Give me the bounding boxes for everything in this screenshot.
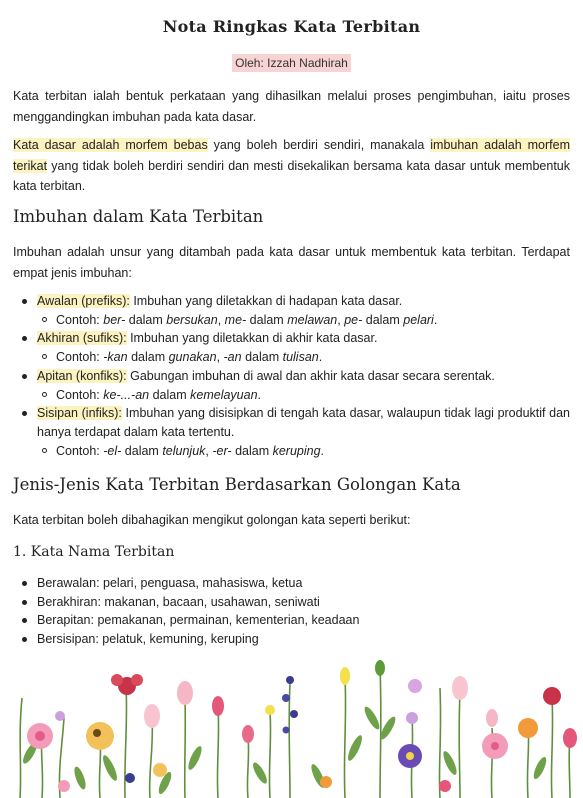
jenis-paragraph: Kata terbitan boleh dibahagikan mengikut golongan kata seperti berikut: — [13, 513, 411, 527]
flower-border-illustration — [0, 658, 583, 798]
list-item: Berawalan: pelari, penguasa, mahasiswa, ketua — [13, 574, 570, 593]
example-item: Contoh: -el- dalam telunjuk, -er- dalam keruping. — [13, 442, 570, 461]
list-item: Awalan (prefiks): Imbuhan yang diletakkan di hadapan kata dasar. — [13, 292, 570, 311]
term-apitan: Apitan (konfiks): — [37, 368, 127, 383]
list-item: Bersisipan: pelatuk, kemuning, keruping — [13, 630, 570, 649]
list-item: Akhiran (sufiks): Imbuhan yang diletakkan di akhir kata dasar. — [13, 329, 570, 348]
example-item: Contoh: -kan dalam gunakan, -an dalam tulisan. — [13, 348, 570, 367]
intro-paragraph-1: Kata terbitan ialah bentuk perkataan yang dihasilkan melalui proses pengimbuhan, iaitu proses menggandingkan imbuhan pada kata dasar. — [13, 89, 570, 124]
section-heading-jenis: Jenis-Jenis Kata Terbitan Berdasarkan Golongan Kata — [13, 475, 461, 494]
list-item: Sisipan (infiks): Imbuhan yang disisipkan di tengah kata dasar, walaupun tidak lagi produktif dan hanya terdapat dalam kata tertentu. — [13, 404, 570, 441]
section-heading-imbuhan: Imbuhan dalam Kata Terbitan — [13, 207, 264, 226]
kata-nama-list — [13, 574, 570, 649]
highlight-free-morpheme: Kata dasar adalah morfem bebas — [13, 138, 208, 152]
term-sisipan: Sisipan (infiks): — [37, 406, 122, 421]
author-badge: Oleh: Izzah Nadhirah — [232, 54, 351, 72]
page-title: Nota Ringkas Kata Terbitan — [162, 17, 421, 36]
subsection-heading-kata-nama: 1. Kata Nama Terbitan — [13, 544, 175, 560]
example-item: Contoh: ber- dalam bersukan, me- dalam melawan, pe- dalam pelari. — [13, 311, 570, 330]
list-item: Apitan (konfiks): Gabungan imbuhan di awal dan akhir kata dasar secara serentak. — [13, 367, 570, 386]
imbuhan-paragraph: Imbuhan adalah unsur yang ditambah pada kata dasar untuk membentuk kata terbitan. Terdapat empat jenis imbuhan: — [13, 245, 570, 280]
imbuhan-list — [13, 292, 570, 460]
list-item: Berapitan: pemakanan, permainan, kementerian, keadaan — [13, 611, 570, 630]
example-item: Contoh: ke-...-an dalam kemelayuan. — [13, 386, 570, 405]
list-item: Berakhiran: makanan, bacaan, usahawan, seniwati — [13, 593, 570, 612]
author-line — [13, 54, 570, 72]
intro-paragraph-2: Kata dasar adalah morfem bebas yang boleh berdiri sendiri, manakala imbuhan adalah morfem terikat yang tidak boleh berdiri sendiri dan mesti disekalikan bersama kata dasar untuk membentuk kata terbitan. — [13, 138, 570, 193]
term-awalan: Awalan (prefiks): — [37, 294, 130, 308]
highlight-bound-morpheme: imbuhan adalah morfem terikat — [13, 138, 570, 173]
term-akhiran: Akhiran (sufiks): — [37, 331, 127, 346]
